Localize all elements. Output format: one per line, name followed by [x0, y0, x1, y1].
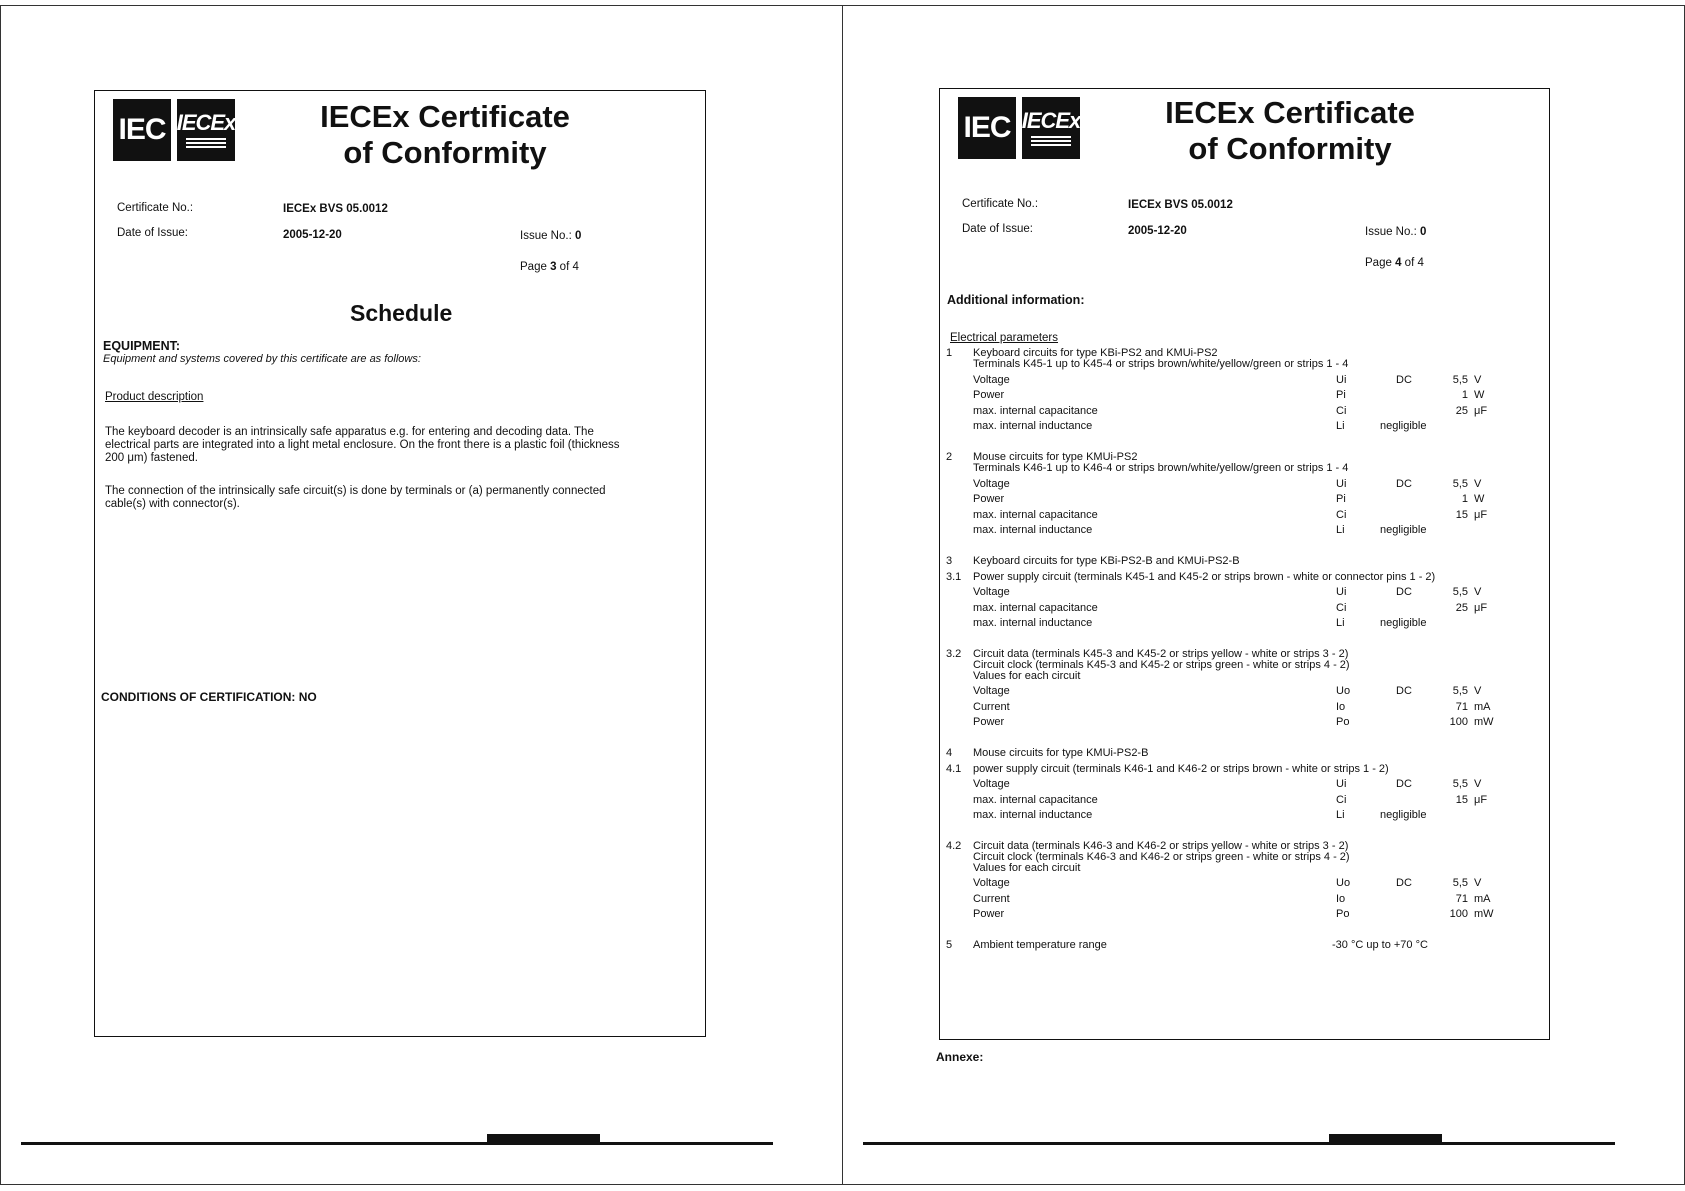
param-unit: μF	[1474, 602, 1488, 614]
param-dc: DC	[1396, 374, 1412, 386]
param-symbol: Ci	[1336, 509, 1347, 521]
param-unit: V	[1474, 877, 1482, 889]
param-value: 100	[1449, 716, 1468, 728]
param-label: Power	[973, 908, 1005, 920]
param-section-text: Mouse circuits for type KMUi-PS2	[973, 451, 1138, 463]
iecex-logo: IECEx	[177, 99, 235, 161]
iec-logo: IEC	[958, 97, 1016, 159]
param-row-number: 5	[946, 939, 953, 951]
footer-line	[863, 1142, 1615, 1145]
param-value-negligible: negligible	[1380, 809, 1427, 821]
param-symbol: Io	[1336, 701, 1346, 713]
param-unit: V	[1474, 778, 1482, 790]
page-4-frame	[939, 88, 1550, 1040]
param-row-number: 4.2	[946, 840, 962, 852]
param-value-negligible: negligible	[1380, 617, 1427, 629]
param-label: max. internal inductance	[973, 420, 1093, 432]
product-description-heading: Product description	[105, 391, 204, 403]
param-value: 100	[1449, 908, 1468, 920]
param-unit: mW	[1474, 716, 1494, 728]
param-range: -30 °C up to +70 °C	[1332, 939, 1428, 951]
param-row-number: 4.1	[946, 763, 962, 775]
param-value: 5,5	[1452, 778, 1468, 790]
cert-no-value: IECEx BVS 05.0012	[1128, 199, 1233, 211]
param-symbol: Li	[1336, 617, 1345, 629]
param-label: max. internal inductance	[973, 524, 1093, 536]
date-value: 2005-12-20	[1128, 225, 1187, 237]
annexe-label: Annexe:	[936, 1050, 984, 1064]
param-value-negligible: negligible	[1380, 524, 1427, 536]
param-section-text: Ambient temperature range	[973, 939, 1107, 951]
param-symbol: Li	[1336, 809, 1345, 821]
param-section-text: Keyboard circuits for type KBi-PS2 and KMUi-PS2	[973, 347, 1218, 359]
param-section-text: Terminals K45-1 up to K45-4 or strips brown/white/yellow/green or strips 1 - 4	[973, 358, 1349, 370]
footer-bar	[1329, 1134, 1442, 1144]
param-unit: mA	[1474, 701, 1491, 713]
param-value: 25	[1455, 602, 1468, 614]
param-value: 71	[1455, 701, 1468, 713]
param-unit: μF	[1474, 794, 1488, 806]
iec-logo: IEC	[113, 99, 171, 161]
param-section-text: Keyboard circuits for type KBi-PS2-B and KMUi-PS2-B	[973, 555, 1240, 567]
param-label: Voltage	[973, 478, 1010, 490]
param-label: max. internal inductance	[973, 809, 1093, 821]
param-value: 5,5	[1452, 685, 1468, 697]
param-row-number: 1	[946, 347, 953, 359]
footer-bar	[487, 1134, 600, 1144]
param-unit: μF	[1474, 405, 1488, 417]
date-label: Date of Issue:	[962, 223, 1033, 235]
param-section-text: Values for each circuit	[973, 670, 1081, 682]
param-row-number: 3.2	[946, 648, 962, 660]
param-label: Voltage	[973, 374, 1010, 386]
param-label: Power	[973, 716, 1005, 728]
param-symbol: Ci	[1336, 405, 1347, 417]
iecex-logo: IECEx	[1022, 97, 1080, 159]
date-value: 2005-12-20	[283, 229, 342, 241]
param-section-text: Circuit data (terminals K45-3 and K45-2 or strips yellow - white or strips 3 - 2)	[973, 648, 1349, 660]
certificate-page-4	[842, 5, 1685, 1185]
param-symbol: Ui	[1336, 478, 1347, 490]
param-symbol: Li	[1336, 524, 1345, 536]
param-section-text: Terminals K46-1 up to K46-4 or strips brown/white/yellow/green or strips 1 - 4	[973, 462, 1349, 474]
additional-information-heading: Additional information:	[947, 293, 1085, 307]
param-row-number: 2	[946, 451, 953, 463]
param-unit: W	[1474, 493, 1485, 505]
param-symbol: Pi	[1336, 493, 1346, 505]
param-value: 5,5	[1452, 877, 1468, 889]
equipment-text: Equipment and systems covered by this certificate are as follows:	[103, 353, 421, 365]
param-unit: W	[1474, 389, 1485, 401]
param-value: 5,5	[1452, 586, 1468, 598]
schedule-heading: Schedule	[350, 300, 453, 326]
param-label: max. internal capacitance	[973, 794, 1098, 806]
param-section-text: Mouse circuits for type KMUi-PS2-B	[973, 747, 1149, 759]
param-section-text: Circuit clock (terminals K45-3 and K45-2 or strips green - white or strips 4 - 2)	[973, 659, 1350, 671]
cert-no-value: IECEx BVS 05.0012	[283, 203, 388, 215]
param-value: 15	[1455, 794, 1468, 806]
certificate-title: IECEx Certificate of Conformity	[1165, 95, 1415, 166]
param-dc: DC	[1396, 478, 1412, 490]
footer-line	[21, 1142, 773, 1145]
param-label: Current	[973, 701, 1010, 713]
param-label: max. internal inductance	[973, 617, 1093, 629]
issue-no: Issue No.: 0	[1365, 226, 1427, 238]
param-unit: V	[1474, 478, 1482, 490]
param-label: max. internal capacitance	[973, 602, 1098, 614]
param-unit: V	[1474, 685, 1482, 697]
param-dc: DC	[1396, 685, 1412, 697]
param-value: 71	[1455, 893, 1468, 905]
param-dc: DC	[1396, 586, 1412, 598]
param-label: Voltage	[973, 778, 1010, 790]
issue-no: Issue No.: 0	[520, 230, 582, 242]
param-symbol: Ui	[1336, 374, 1347, 386]
param-label: max. internal capacitance	[973, 405, 1098, 417]
param-row-number: 4	[946, 747, 953, 759]
param-section-text: Values for each circuit	[973, 862, 1081, 874]
param-symbol: Io	[1336, 893, 1346, 905]
param-label: Current	[973, 893, 1010, 905]
param-symbol: Ci	[1336, 602, 1347, 614]
page-3-frame	[94, 90, 706, 1037]
param-row-number: 3.1	[946, 571, 962, 583]
cert-no-label: Certificate No.:	[117, 202, 194, 214]
param-value: 15	[1455, 509, 1468, 521]
param-value: 5,5	[1452, 374, 1468, 386]
electrical-parameters-heading: Electrical parameters	[950, 332, 1059, 344]
param-dc: DC	[1396, 877, 1412, 889]
conditions-of-certification: CONDITIONS OF CERTIFICATION: NO	[101, 690, 317, 704]
param-label: max. internal capacitance	[973, 509, 1098, 521]
param-symbol: Ui	[1336, 778, 1347, 790]
param-symbol: Pi	[1336, 389, 1346, 401]
param-label: Voltage	[973, 685, 1010, 697]
date-label: Date of Issue:	[117, 227, 188, 239]
param-value: 1	[1461, 389, 1468, 401]
param-label: Power	[973, 493, 1005, 505]
param-label: Voltage	[973, 877, 1010, 889]
param-unit: mW	[1474, 908, 1494, 920]
param-symbol: Ci	[1336, 794, 1347, 806]
param-symbol: Po	[1336, 908, 1350, 920]
page-number: Page 4 of 4	[1365, 257, 1424, 269]
param-section-text: power supply circuit (terminals K46-1 and K46-2 or strips brown - white or strips 1 - 2)	[973, 763, 1389, 775]
equipment-heading: EQUIPMENT:	[103, 339, 181, 353]
certificate-title: IECEx Certificate of Conformity	[320, 99, 570, 170]
param-value: 25	[1455, 405, 1468, 417]
param-unit: V	[1474, 374, 1482, 386]
page-number: Page 3 of 4	[520, 261, 579, 273]
param-value-negligible: negligible	[1380, 420, 1427, 432]
param-unit: μF	[1474, 509, 1488, 521]
param-section-text: Circuit data (terminals K46-3 and K46-2 or strips yellow - white or strips 3 - 2)	[973, 840, 1349, 852]
param-row-number: 3	[946, 555, 953, 567]
cert-no-label: Certificate No.:	[962, 198, 1039, 210]
param-value: 5,5	[1452, 478, 1468, 490]
param-label: Power	[973, 389, 1005, 401]
param-symbol: Uo	[1336, 685, 1351, 697]
param-section-text: Power supply circuit (terminals K45-1 and K45-2 or strips brown - white or connector pins 1 - 2)	[973, 571, 1436, 583]
param-symbol: Ui	[1336, 586, 1347, 598]
param-unit: mA	[1474, 893, 1491, 905]
description-paragraph-2: The connection of the intrinsically safe circuit(s) is done by terminals or (a) permanently connected cable(s) with connector(s).	[105, 485, 606, 510]
param-symbol: Po	[1336, 716, 1350, 728]
param-value: 1	[1461, 493, 1468, 505]
description-paragraph-1: The keyboard decoder is an intrinsically safe apparatus e.g. for entering and decoding data. The electrical parts are integrated into a light metal enclosure. On the front there is a plastic foil (thickness 200 μm) fastened.	[105, 426, 620, 464]
param-unit: V	[1474, 586, 1482, 598]
param-symbol: Uo	[1336, 877, 1351, 889]
certificate-page-3	[0, 5, 843, 1185]
param-label: Voltage	[973, 586, 1010, 598]
param-symbol: Li	[1336, 420, 1345, 432]
param-dc: DC	[1396, 778, 1412, 790]
param-section-text: Circuit clock (terminals K46-3 and K46-2 or strips green - white or strips 4 - 2)	[973, 851, 1350, 863]
